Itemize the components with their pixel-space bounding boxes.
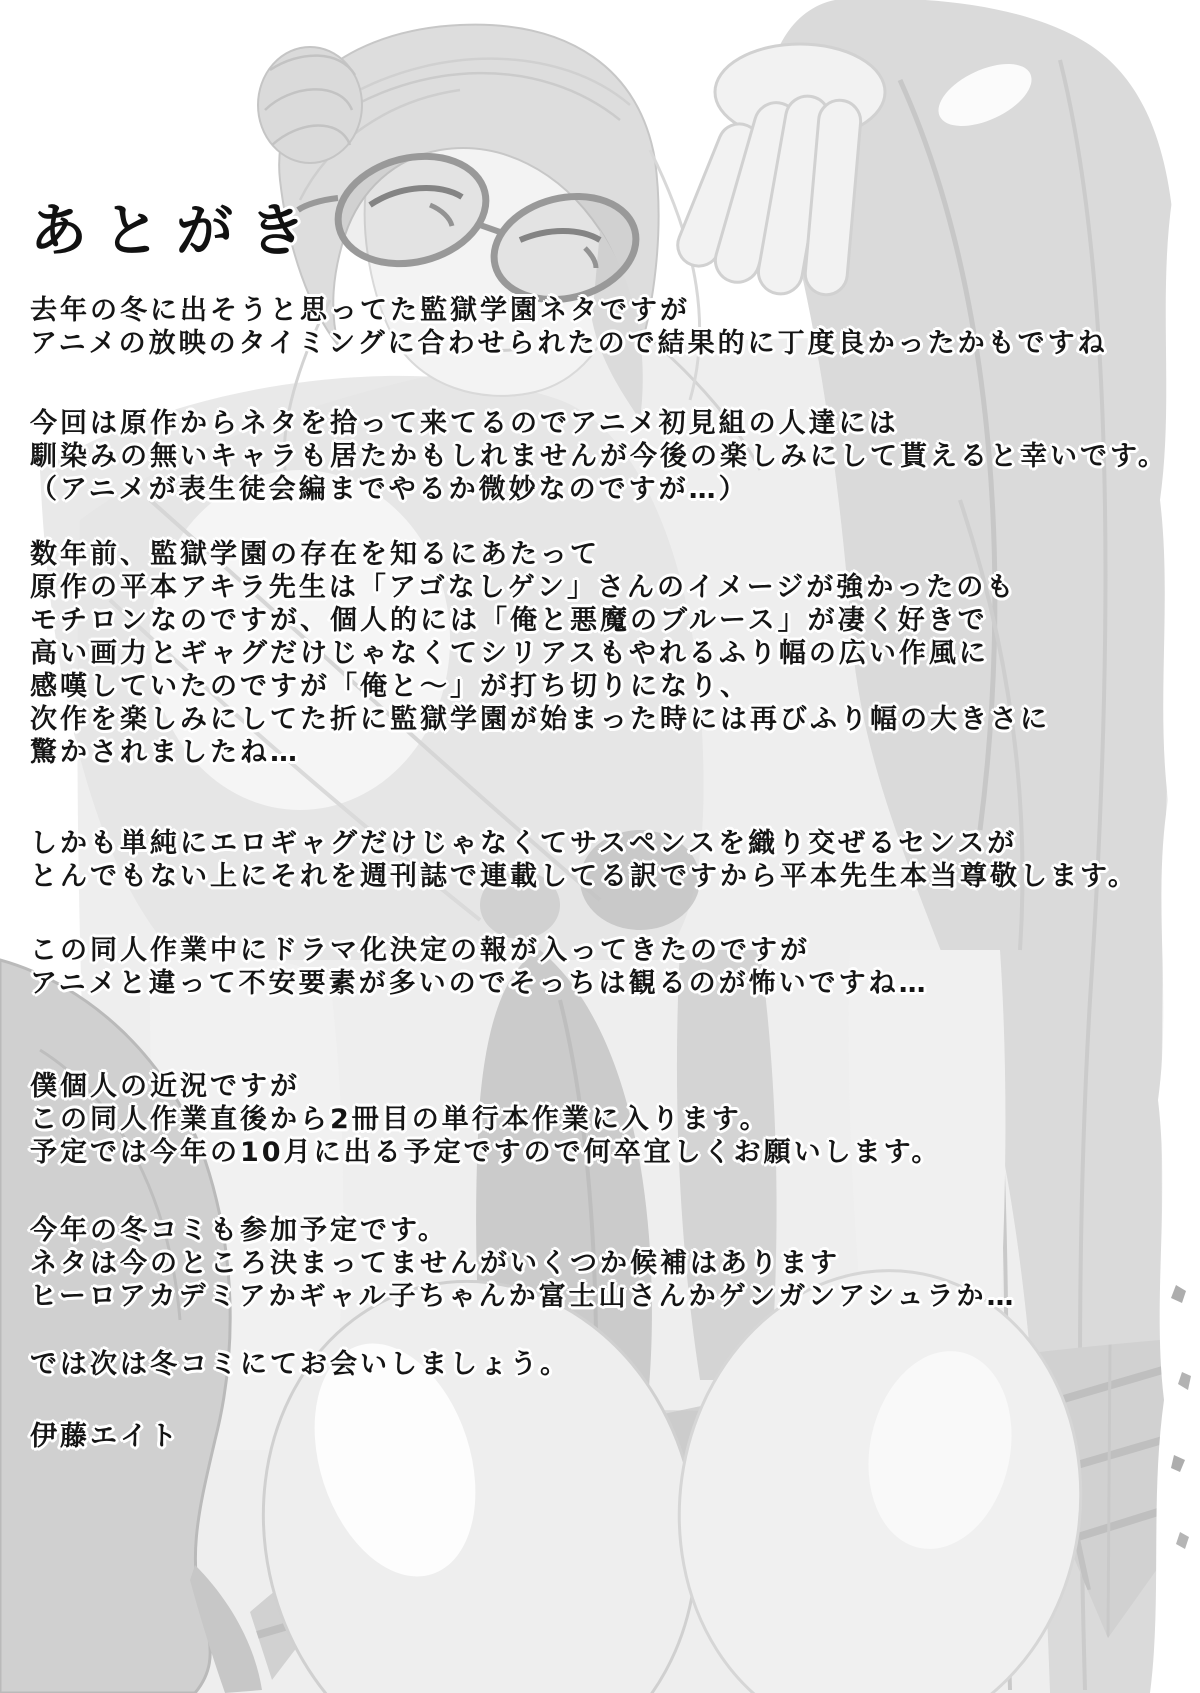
text-line: （アニメが表生徒会編までやるか微妙なのですが…）	[30, 474, 749, 505]
text-line: 今年の冬コミも参加予定です。	[30, 1215, 448, 1246]
text-line: では次は冬コミにてお会いしましょう。	[30, 1349, 570, 1380]
afterword-text	[30, 294, 1180, 1453]
paragraph	[30, 538, 1180, 769]
text-line: 感嘆していたのですが「俺と～」が打ち切りになり、	[30, 671, 750, 702]
text-line: 僕個人の近況ですが	[30, 1071, 300, 1102]
text-line: モチロンなのですが、個人的には「俺と悪魔のブルース」が凄く好きで	[30, 605, 988, 636]
text-line: アニメの放映のタイミングに合わせられたので結果的に丁度良かったかもですね	[30, 328, 1108, 359]
text-line: 数年前、監獄学園の存在を知るにあたって	[30, 539, 600, 570]
text-line: この同人作業中にドラマ化決定の報が入ってきたのですが	[30, 935, 810, 966]
text-line: ネタは今のところ決まってませんがいくつか候補はあります	[30, 1248, 840, 1279]
paragraph	[30, 1214, 1180, 1313]
paragraph	[30, 294, 1180, 360]
text-line: しかも単純にエロギャグだけじゃなくてサスペンスを織り交ぜるセンスが	[30, 828, 1018, 859]
page-title: あとがき	[30, 198, 322, 264]
paragraph	[30, 1420, 1180, 1453]
text-line: この同人作業直後から2冊目の単行本作業に入ります。	[30, 1104, 770, 1135]
text-line: 馴染みの無いキャラも居たかもしれませんが今後の楽しみにして貰えると幸いです。	[30, 441, 1168, 472]
text-line: 去年の冬に出そうと思ってた監獄学園ネタですが	[30, 295, 690, 326]
afterword-content	[30, 198, 1180, 1485]
text-line: 原作の平本アキラ先生は「アゴなしゲン」さんのイメージが強かったのも	[30, 572, 1017, 603]
text-line: 次作を楽しみにしてた折に監獄学園が始まった時には再びふり幅の大きさに	[30, 704, 1050, 735]
text-line: 驚かされましたね…	[30, 737, 300, 768]
text-line: 伊藤エイト	[30, 1421, 180, 1452]
text-line: 高い画力とギャグだけじゃなくてシリアスもやれるふり幅の広い作風に	[30, 638, 989, 669]
text-line: アニメと違って不安要素が多いのでそっちは観るのが怖いですね…	[30, 968, 929, 999]
paragraph	[30, 934, 1180, 1000]
text-line: ヒーロアカデミアかギャル子ちゃんか富士山さんかゲンガンアシュラか…	[30, 1281, 1017, 1312]
paragraph	[30, 827, 1180, 893]
text-line: とんでもない上にそれを週刊誌で連載してる訳ですから平本先生本当尊敬します。	[30, 861, 1138, 892]
paragraph	[30, 407, 1180, 506]
paragraph	[30, 1070, 1180, 1169]
text-line: 今回は原作からネタを拾って来てるのでアニメ初見組の人達には	[30, 408, 899, 439]
paragraph	[30, 1348, 1180, 1381]
text-line: 予定では今年の10月に出る予定ですので何卒宜しくお願いします。	[30, 1137, 942, 1168]
